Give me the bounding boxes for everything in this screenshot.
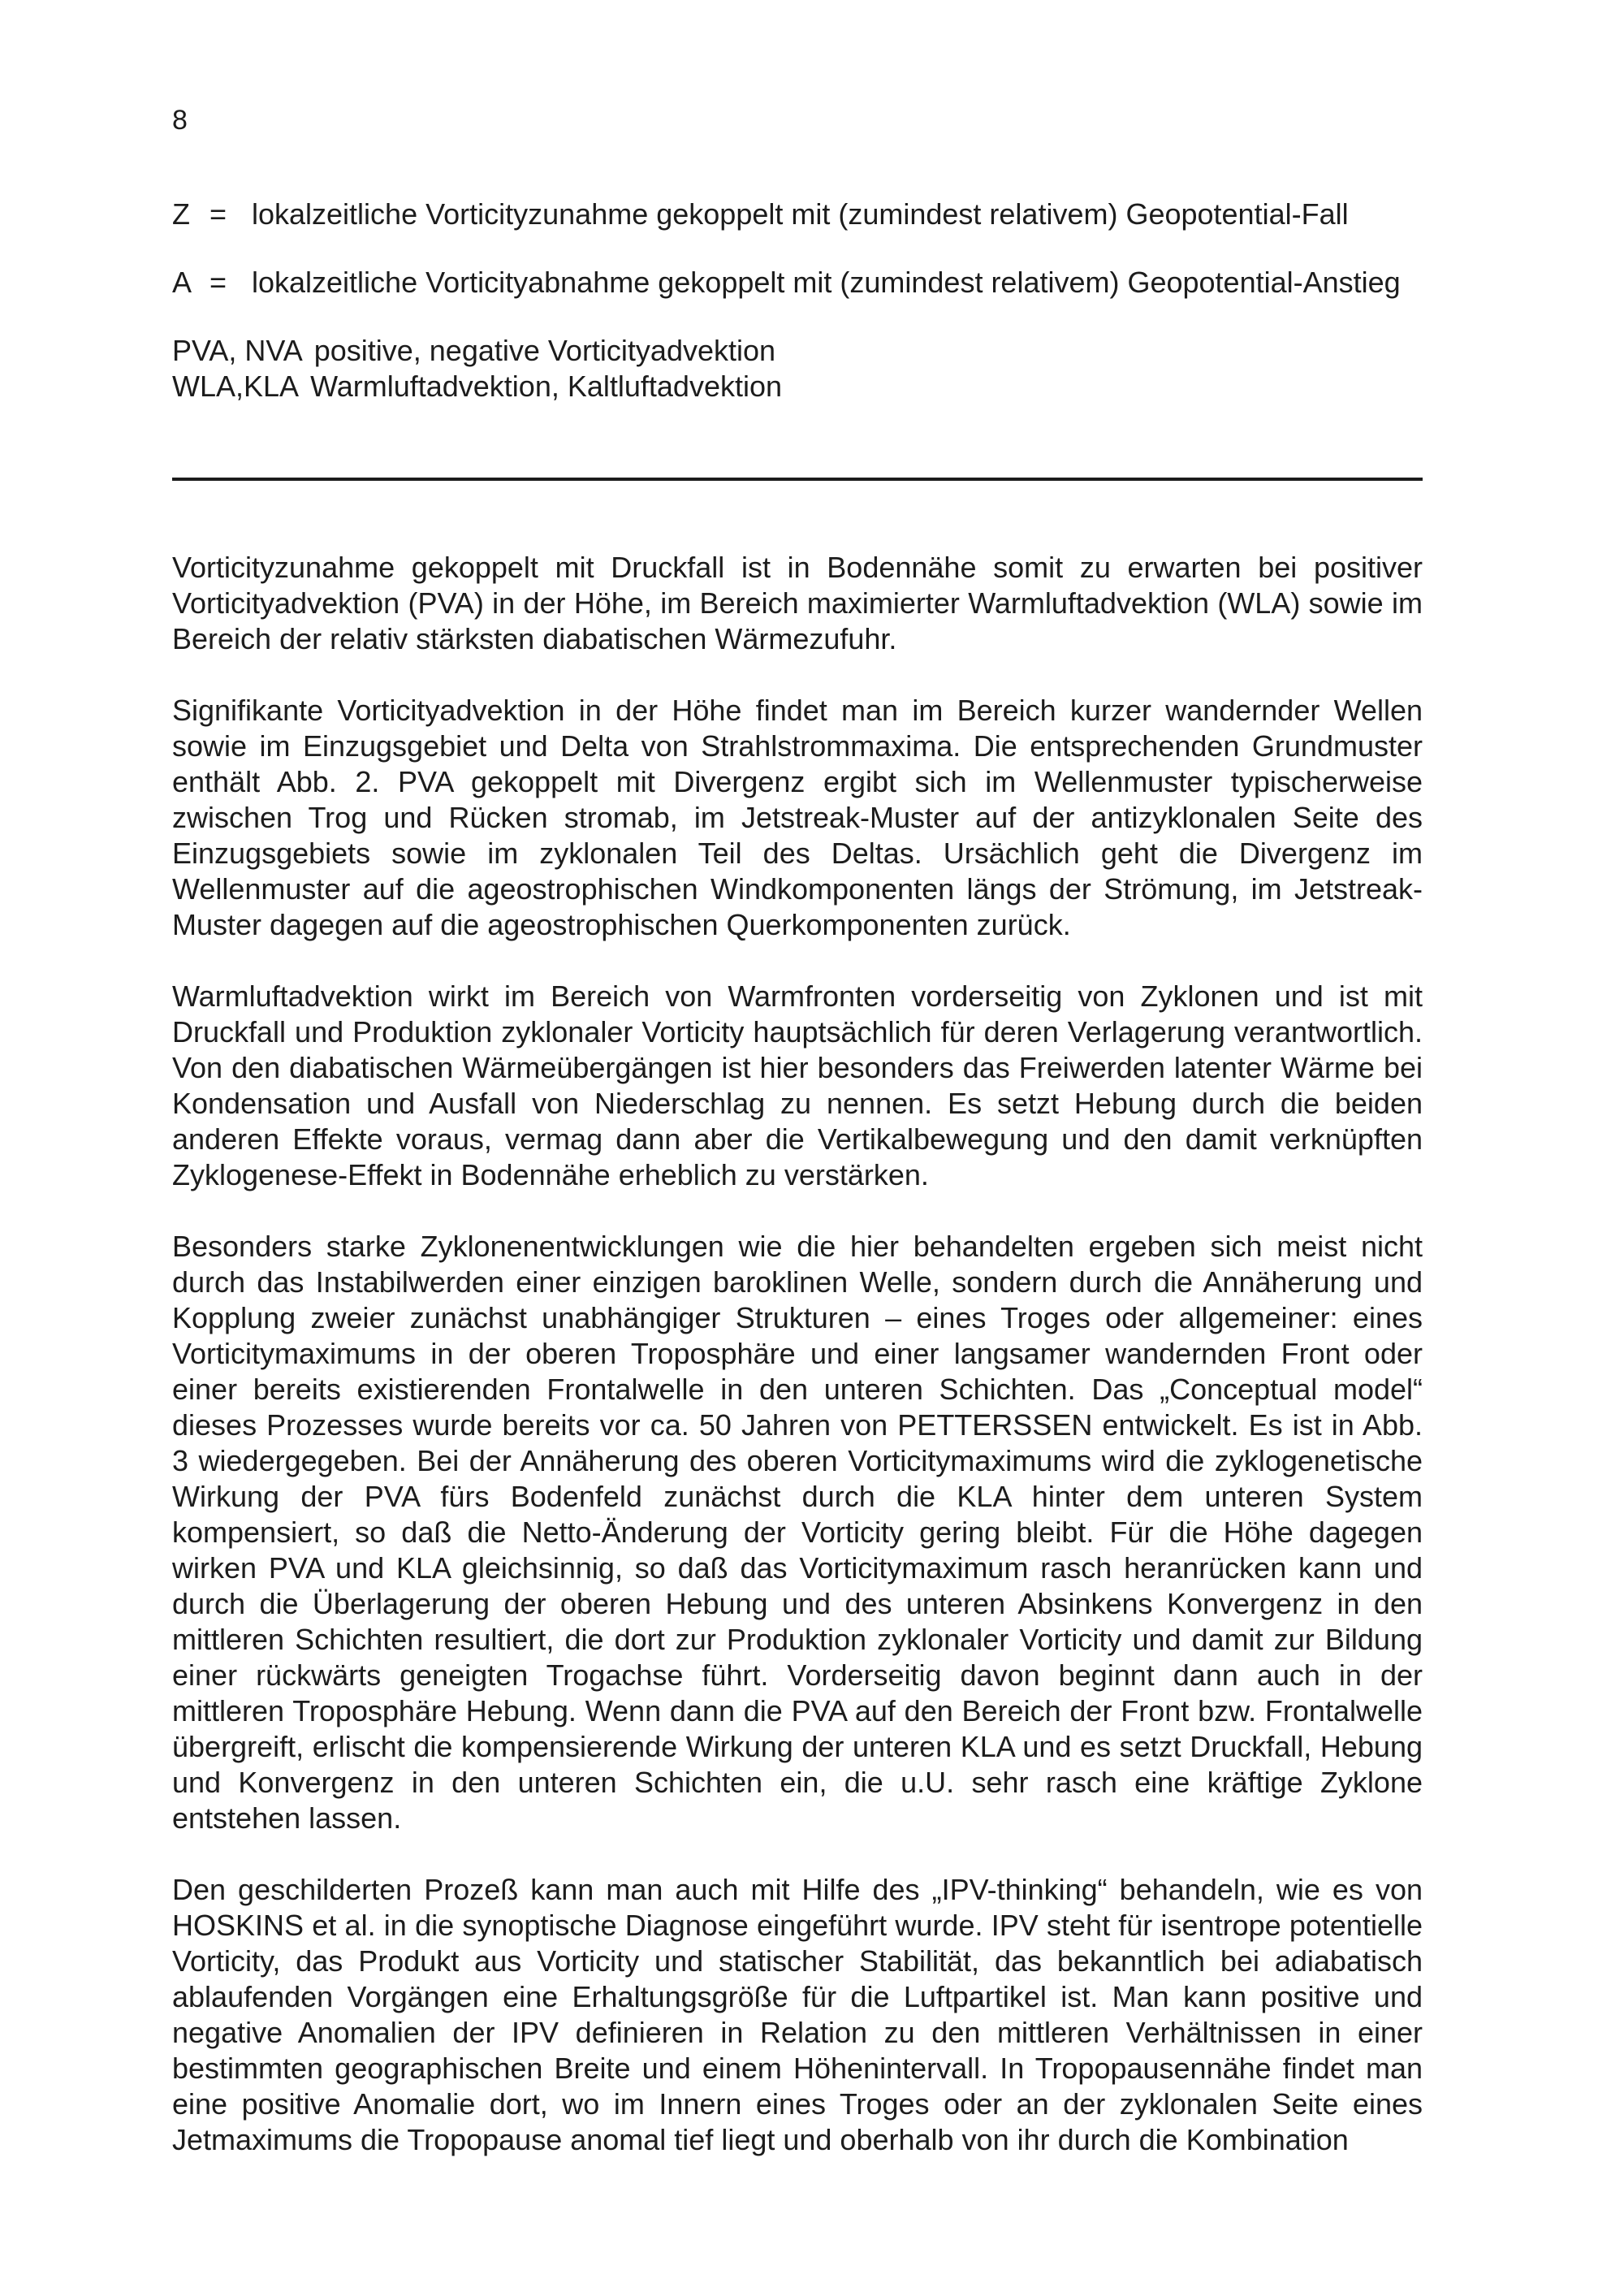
definition-a (172, 265, 1423, 301)
body-text (172, 550, 1423, 2194)
definition-symbol: A (172, 266, 192, 299)
paragraph-4: Besonders starke Zyklonenentwicklungen wie die hier behandelten ergeben sich meist nicht durch das Instabilwerden einer einzigen baroklinen Welle, sondern durch die Annäherung und Kopplung zweier zunächst unabhängiger Strukturen – eines Troges oder allgemeiner: eines Vorticitymaximums in der oberen Troposphäre und einer langsamer wandernden Front oder einer bereits existierenden Frontalwelle in den unteren Schichten. Das „Conceptual model“ dieses Prozesses wurde bereits vor ca. 50 Jahren von PETTERSSEN entwickelt. Es ist in Abb. 3 wiedergegeben. Bei der Annäherung des oberen Vorticitymaximums wird die zyklogenetische Wirkung der PVA fürs Bodenfeld zunächst durch die KLA hinter dem unteren System kompensiert, so daß die Netto-Änderung der Vorticity gering bleibt. Für die Höhe dagegen wirken PVA und KLA gleichsinnig, so daß das Vorticitymaximum rasch heranrücken kann und durch die Überlagerung der oberen Hebung und des unteren Absinkens Konvergenz in den mittleren Schichten resultiert, die dort zur Produktion zyklonaler Vorticity und damit zur Bildung einer rückwärts geneigten Trogachse führt. Vorderseitig davon beginnt dann auch in der mittleren Troposphäre Hebung. Wenn dann die PVA auf den Bereich der Front bzw. Frontalwelle übergreift, erlischt die kompensierende Wirkung der unteren KLA und es setzt Druckfall, Hebung und Konvergenz in den unteren Schichten ein, die u.U. sehr rasch eine kräftige Zyklone entstehen lassen. (172, 1230, 1423, 1835)
abbreviation-text: positive, negative Vorticityadvektion (313, 334, 776, 367)
definition-equals: = (209, 266, 227, 299)
paragraph-2: Signifikante Vorticityadvektion in der Höhe findet man im Bereich kurzer wandernder Wellen sowie im Einzugsgebiet und Delta von Strahlstrommaxima. Die entsprechenden Grundmuster enthält Abb. 2. PVA gekoppelt mit Divergenz ergibt sich im Wellenmuster typischerweise zwischen Trog und Rücken stromab, im Jetstreak-Muster auf der antizyklonalen Seite des Einzugsgebiets sowie im zyklonalen Teil des Deltas. Ursächlich geht die Divergenz im Wellenmuster auf die ageostrophischen Windkomponenten längs der Strömung, im Jetstreak-Muster dagegen auf die ageostrophischen Querkomponenten zurück. (172, 694, 1423, 941)
horizontal-rule (172, 478, 1423, 481)
abbreviation-wla-kla (172, 369, 1423, 404)
paragraph-3: Warmluftadvektion wirkt im Bereich von Warmfronten vorderseitig von Zyklonen und ist mit Druckfall und Produktion zyklonaler Vorticity hauptsächlich für deren Verlagerung verantwortlich. Von den diabatischen Wärmeübergängen ist hier besonders das Freiwerden latenter Wärme bei Kondensation und Ausfall von Niederschlag zu nennen. Es setzt Hebung durch die beiden anderen Effekte voraus, vermag dann aber die Vertikalbewegung und den damit verknüpften Zyklogenese-Effekt in Bodennähe erheblich zu verstärken. (172, 979, 1423, 1191)
definition-equals: = (209, 197, 227, 231)
abbreviation-pva-nva (172, 333, 1423, 369)
definitions-block (172, 197, 1423, 404)
page-number: 8 (172, 105, 188, 136)
paragraph-5: Den geschilderten Prozeß kann man auch mit Hilfe des „IPV-thinking“ behandeln, wie es von HOSKINS et al. in die synoptische Diagnose eingeführt wurde. IPV steht für isentrope potentielle Vorticity, das Produkt aus Vorticity und statischer Stabilität, das bekanntlich bei adiabatisch ablaufenden Vorgängen eine Erhaltungsgröße für die Luftpartikel ist. Man kann positive und negative Anomalien der IPV definieren in Relation zu den mittleren Verhältnissen in einer bestimmten geographischen Breite und einem Höhenintervall. In Tropopausennähe findet man eine positive Anomalie dort, wo im Innern eines Troges oder an der zyklonalen Seite eines Jetmaximums die Tropopause anomal tief liegt und oberhalb von ihr durch die Kombination (172, 1873, 1423, 2156)
definition-symbol: Z (172, 197, 190, 231)
abbreviation-list (172, 333, 1423, 404)
definition-z (172, 197, 1423, 232)
definition-text: lokalzeitliche Vorticityzunahme gekoppelt mit (zumindest relativem) Geopotential-Fall (252, 197, 1349, 231)
abbreviation-text: Warmluftadvektion, Kaltluftadvektion (310, 370, 783, 403)
abbreviation-key: PVA, NVA (172, 334, 303, 367)
paragraph-1: Vorticityzunahme gekoppelt mit Druckfall ist in Bodennähe somit zu erwarten bei positiver Vorticityadvektion (PVA) in der Höhe, im Bereich maximierter Warmluftadvektion (WLA) sowie im Bereich der relativ stärksten diabatischen Wärmezufuhr. (172, 551, 1423, 655)
definition-text: lokalzeitliche Vorticityabnahme gekoppelt mit (zumindest relativem) Geopotential-Anstieg (252, 266, 1401, 299)
abbreviation-key: WLA,KLA (172, 370, 300, 403)
